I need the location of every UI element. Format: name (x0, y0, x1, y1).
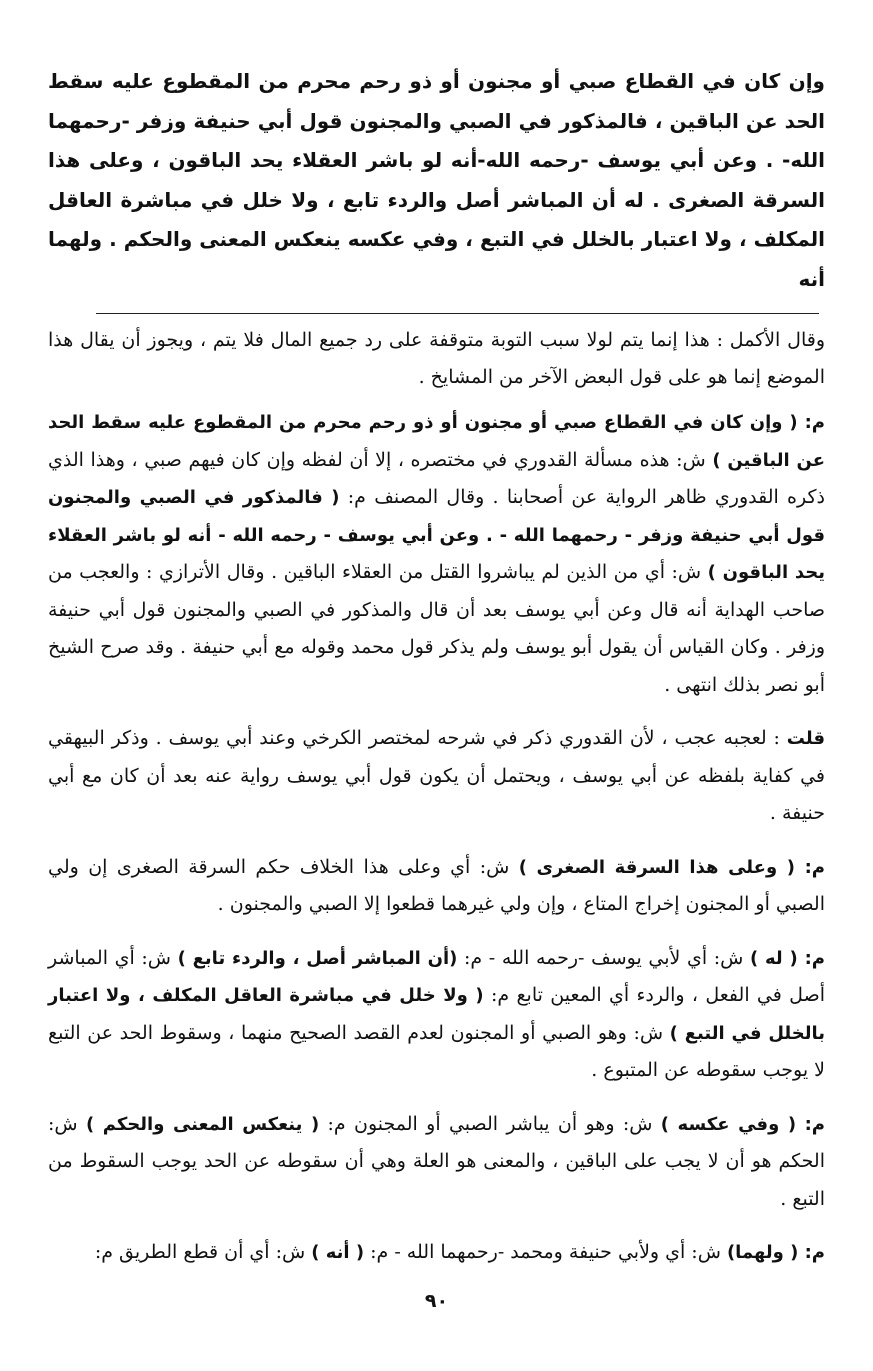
commentary-paragraph-6 (48, 1234, 825, 1272)
commentary-text: ش: أي ولأبي حنيفة ومحمد -رحمهما الله - م: (364, 1241, 727, 1263)
commentary-text: ش: أي أن قطع الطريق م: (94, 1241, 312, 1263)
commentary-text: ش: وهو أن يباشر الصبي أو المجنون م: (319, 1112, 661, 1135)
matn-quote: ( ينعكس المعنى والحكم ) (85, 1113, 320, 1135)
matn-quote: م: ( وإن كان في القطاع صبي أو مجنون أو ذو رحم محرم من المقطوع عليه سقط الحد عن الباقين ) (48, 412, 825, 471)
commentary-paragraph-5 (48, 1106, 825, 1219)
commentary-text: ش: أي لأبي يوسف -رحمه الله - م: (457, 946, 750, 969)
commentary-paragraph-4 (48, 940, 825, 1090)
matn-quote: م: ( وعلى هذا السرقة الصغرى ) (518, 856, 825, 878)
commentary (48, 404, 825, 1272)
matn-quote: ( أنه ) (311, 1242, 365, 1263)
matn-quote: م: ( ولهما) (726, 1242, 825, 1263)
commentary-text: ش: أي من الذين لم يباشروا القتل من العقلاء الباقين . وقال الأترازي : والعجب من صاحب الهداية أنه قال وعن أبي يوسف بعد أن قال والمذكور في الصبي والمجنون قول أبي حنيفة وزفر . وكان القياس أن يقول أبو يوسف ولم يذكر قول محمد وقوله مع أبي حنيفة . وقد صرح الشيخ أبو نصر بذلك انتهى . (48, 561, 825, 696)
matn-quote: ( ولا خلل في مباشرة العاقل المكلف ، ولا اعتبار بالخلل في التبع ) (48, 985, 825, 1044)
matn-text: وإن كان في القطاع صبي أو مجنون أو ذو رحم محرم من المقطوع عليه سقط الحد عن الباقين ، فالمذكور في الصبي والمجنون قول أبي حنيفة وزفر -رحمهما الله- . وعن أبي يوسف -رحمه الله-أنه لو باشر العقلاء يحد الباقون ، وعلى هذا السرقة الصغرى . له أن المباشر أصل والردء تابع ، ولا خلل في مباشرة العاقل المكلف ، ولا اعتبار بالخلل في التبع ، وفي عكسه ينعكس المعنى والحكم . ولهما أنه (48, 69, 825, 291)
matn-quote: ( فالمذكور في الصبي والمجنون قول أبي حنيفة وزفر - رحمهما الله - . وعن أبي يوسف - رحمه الله - أنه لو باشر العقلاء يحد الباقون ) (48, 487, 825, 583)
qultu-heading: قلت (786, 728, 825, 749)
commentary-text: ش: أي المباشر أصل في الفعل ، والردء أي المعين تابع م: (48, 946, 825, 1006)
page-number: ٩٠ (424, 1290, 449, 1312)
commentary-paragraph-1 (48, 404, 825, 704)
matn-quote: م: ( له ) (749, 947, 825, 969)
commentary-text: ش: هذه مسألة القدوري في مختصره ، إلا أن لفظه وإن كان فيهم صبي ، وهذا الذي ذكره القدوري ظاهر الرواية عن أصحابنا . وقال المصنف م: (48, 448, 825, 508)
commentary-paragraph-3 (48, 849, 825, 924)
footnote-divider (96, 313, 819, 314)
footnote-note: وقال الأكمل : هذا إنما يتم لولا سبب التوبة متوقفة على رد جميع المال فلا يتم ، ويجوز أن يقال هذا الموضع إنما هو على قول البعض الآخر من المشايخ . (48, 329, 825, 388)
commentary-paragraph-2 (48, 720, 825, 833)
matn-quote: (أن المباشر أصل ، والردء تابع ) (177, 947, 458, 969)
commentary-text: : لعجبه عجب ، لأن القدوري ذكر في شرحه لمختصر الكرخي وعند أبي يوسف . وذكر البيهقي في كفاية بلفظه عن أبي يوسف ، ويحتمل أن يكون قول أبي يوسف رواية عنه بعد أن كان مع أبي حنيفة . (48, 727, 825, 824)
commentary-text: ش: أي وعلى هذا الخلاف حكم السرقة الصغرى إن ولي الصبي أو المجنون إخراج المتاع ، وإن ولي غيرهما قطعوا إلا الصبي والمجنون . (48, 855, 825, 915)
commentary-text: ش: الحكم هو أن لا يجب على الباقين ، والمعنى هو العلة وهي أن سقوطه عن الحد يوجب السقوط من التبع . (48, 1112, 825, 1210)
matn-quote: م: ( وفي عكسه ) (660, 1113, 825, 1135)
commentary-text: ش: وهو الصبي أو المجنون لعدم القصد الصحيح منهما ، وسقوط الحد عن التبع لا يوجب سقوطه عن المتبوع . (48, 1021, 825, 1081)
